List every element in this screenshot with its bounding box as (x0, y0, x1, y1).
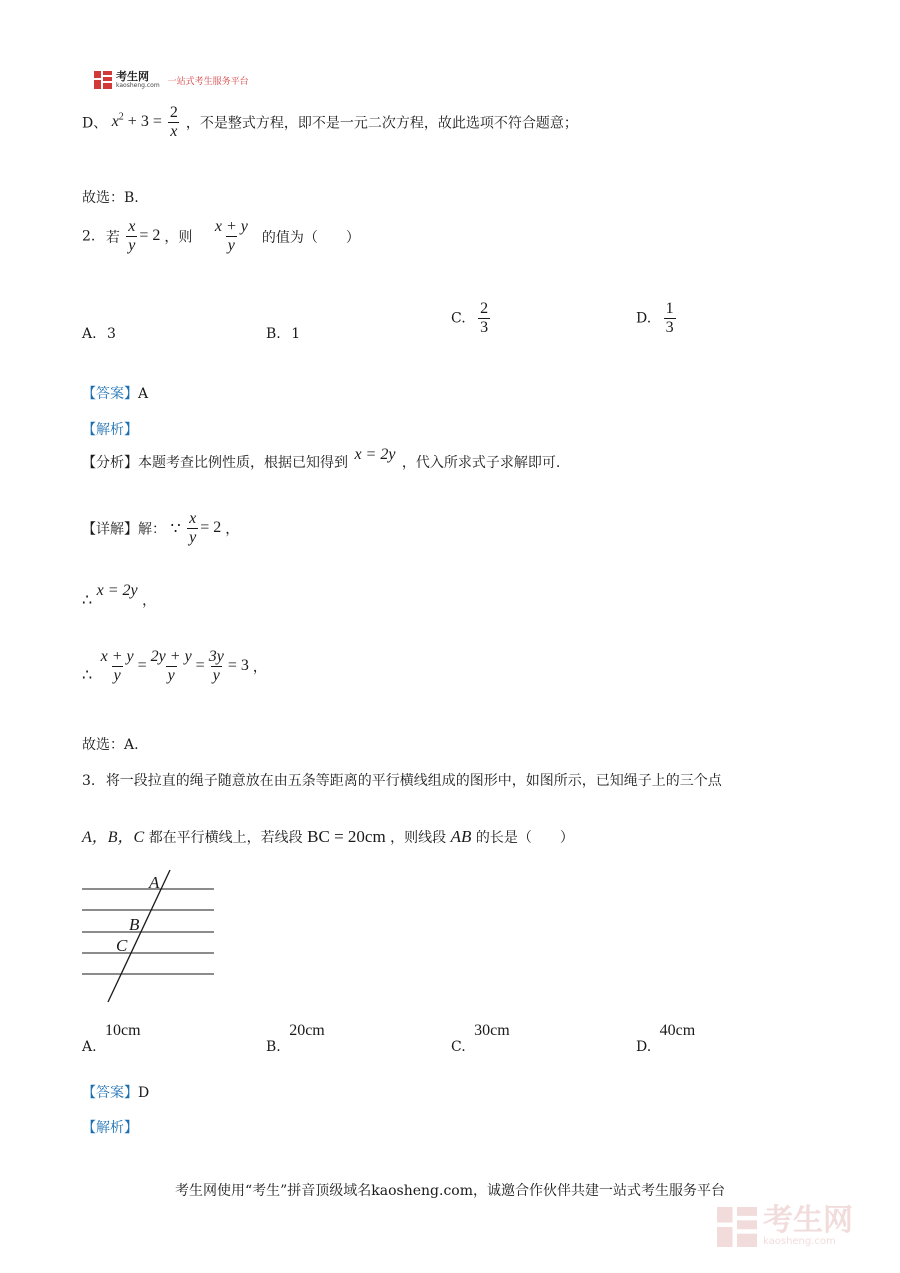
q3-line2-tail: 的长是（ ） (475, 830, 574, 846)
q2-step1-fraction (187, 510, 198, 547)
q2-step3-frac-a (99, 648, 136, 685)
prev-option-d (82, 104, 578, 141)
eq-x: x (111, 113, 119, 131)
q2-therefore-symbol-2: ∴ (82, 667, 93, 684)
q2-number: 2. (82, 228, 96, 245)
kaosheng-logo-icon (94, 71, 112, 89)
q2-because-symbol: ∵ (170, 520, 181, 538)
q2-choose: 故选：A. (82, 737, 139, 753)
q3-option-d-value: 40cm (659, 1022, 696, 1039)
q3-figure (78, 866, 220, 1006)
q2-f1-tail: = 2 (139, 227, 161, 245)
q2-if: 若 (105, 229, 120, 246)
q2-f2-num: x + y (214, 218, 248, 235)
q2-fenxi-text: 本题考查比例性质，根据已知得到 (138, 455, 348, 471)
watermark-sub: kaosheng.com (763, 1236, 836, 1247)
logo-slogan: 一站式考生服务平台 (167, 76, 249, 87)
q3-option-b-value: 20cm (289, 1022, 325, 1039)
q2-option-b-value: 1 (291, 326, 301, 342)
q2-option-c-fraction (478, 300, 490, 337)
logo-name: 考生网 (116, 70, 149, 83)
q2-target (211, 218, 256, 254)
q2-answer (82, 383, 148, 403)
q2-option-c-num: 2 (480, 300, 489, 317)
q3-line2-points: A，B，C (82, 829, 145, 846)
q2-s3-eq1: = (137, 657, 147, 675)
q2-step1-tail: = 2 (200, 519, 222, 537)
q2-s3-eq2: = (195, 657, 205, 675)
q3-option-a-label: A. (82, 1039, 97, 1055)
q2-option-c (451, 300, 492, 337)
q2-step3 (82, 648, 267, 685)
q2-f2-den: y (227, 237, 235, 254)
watermark-logo-icon (717, 1207, 757, 1247)
q3-option-d (636, 1022, 696, 1055)
logo-domain: kaosheng.com (116, 82, 160, 89)
point-b-label: B (129, 915, 140, 934)
q2-option-a (82, 326, 116, 342)
q2-f1-num: x (128, 218, 136, 235)
q2-step2-comma: ， (142, 593, 157, 609)
q2-s3a-num: x + y (100, 648, 134, 665)
q3-line2 (82, 824, 574, 847)
q3-answer (82, 1082, 149, 1102)
q2-s3c-num: 3y (208, 648, 224, 665)
q2-option-b (266, 326, 300, 342)
q2-option-a-value: 3 (107, 326, 116, 342)
q2-s3-tail: = 3 (227, 657, 249, 675)
q2-fenxi (82, 446, 561, 472)
q2-option-d-label: D. (636, 310, 652, 327)
q2-option-c-label: C. (451, 310, 466, 327)
q2-given-fraction (126, 218, 137, 255)
point-a-label: A (149, 873, 160, 892)
q2-answer-tag: 【答案】 (82, 386, 138, 402)
q3-analysis-tag: 【解析】 (82, 1120, 138, 1136)
q2-option-b-label: B. (266, 326, 281, 342)
q2-s3b-den: y (167, 667, 175, 684)
q3-option-a-value: 10cm (105, 1022, 141, 1039)
q3-option-b-label: B. (266, 1039, 281, 1055)
point-c-label: C (116, 936, 128, 955)
q2-therefore-symbol: ∴ (82, 592, 93, 609)
watermark-text: 考生网 (763, 1203, 853, 1238)
q3-line1-text: 将一段拉直的绳子随意放在由五条等距离的平行横线组成的图形中，如图所示，已知绳子上的三个点 (105, 773, 722, 789)
q2-tail: 的值为（ ） (261, 229, 360, 246)
eq-frac-num: 2 (169, 104, 178, 121)
q2-fenxi-math: x = 2y (354, 446, 396, 463)
q3-answer-value: D (138, 1085, 150, 1101)
q2-s3b-num: 2y + y (150, 648, 192, 665)
q3-line2-text: 都在平行横线上，若线段 (148, 830, 303, 846)
q3-option-a (82, 1022, 141, 1055)
q3-option-c (451, 1022, 510, 1055)
q3-option-d-label: D. (636, 1039, 652, 1055)
q2-step2-math: x = 2y (96, 582, 138, 599)
q2-step3-comma: ， (252, 659, 267, 676)
q2-step3-frac-c (207, 648, 226, 685)
eq-frac-den: x (170, 123, 178, 140)
q2-fenxi-tail: ，代入所求式子求解即可. (401, 455, 561, 471)
prev-option-d-label: D、 (82, 115, 108, 132)
q2-step3-frac-b (149, 648, 194, 685)
q3-line1 (82, 770, 722, 790)
q2-f1-den: y (128, 237, 136, 254)
q2-option-c-den: 3 (480, 319, 489, 336)
prev-choose: 故选：B. (82, 190, 139, 206)
q2-option-d-den: 3 (665, 319, 674, 336)
q3-option-b (266, 1022, 325, 1055)
q2-step1 (185, 510, 225, 546)
q3-option-c-label: C. (451, 1039, 466, 1055)
q3-option-c-value: 30cm (474, 1022, 510, 1039)
q2-fenxi-tag: 【分析】 (82, 455, 138, 471)
q2-xiangjie (82, 510, 239, 547)
q2-given (124, 218, 164, 254)
q2-analysis-tag: 【解析】 (82, 422, 138, 438)
q2-option-a-label: A. (82, 326, 97, 342)
q2-step1-den: y (189, 529, 197, 546)
eq-exp: 2 (118, 111, 124, 123)
eq-fraction (168, 104, 180, 141)
q2-xiangjie-tag: 【详解】 (82, 521, 138, 538)
q2-answer-value: A (138, 386, 149, 402)
q2-step2 (82, 582, 157, 610)
q3-answer-tag: 【答案】 (82, 1085, 138, 1101)
q2-option-d-num: 1 (665, 300, 674, 317)
prev-option-d-equation (111, 104, 186, 140)
q2-xiangjie-text: 解： (138, 521, 166, 538)
q3-line2-ab: AB (450, 827, 472, 846)
q2-s3c-den: y (212, 667, 220, 684)
footer-text: 考生网使用“考生”拼音顶级域名kaosheng.com，诚邀合作伙伴共建一站式考生服务平台 (174, 1183, 726, 1199)
watermark (717, 1203, 853, 1247)
header-logo (94, 71, 249, 89)
q2-step1-comma: ， (225, 521, 240, 538)
q2-step1-num: x (189, 510, 197, 527)
q3-line2-text2: ，则线段 (390, 830, 447, 846)
q2-stem (82, 218, 360, 255)
eq-mid: + 3 = (123, 113, 166, 131)
prev-option-d-text: ，不是整式方程，即不是一元二次方程，故此选项不符合题意； (185, 115, 578, 132)
q2-then: ，则 (164, 229, 193, 246)
q2-target-fraction (213, 218, 250, 255)
q2-option-d (636, 300, 678, 337)
q2-s3a-den: y (113, 667, 121, 684)
q2-step3-math (97, 648, 253, 684)
q3-line2-math: BC = 20cm (307, 827, 386, 846)
q3-number: 3. (82, 773, 96, 789)
q2-option-d-fraction (664, 300, 676, 337)
